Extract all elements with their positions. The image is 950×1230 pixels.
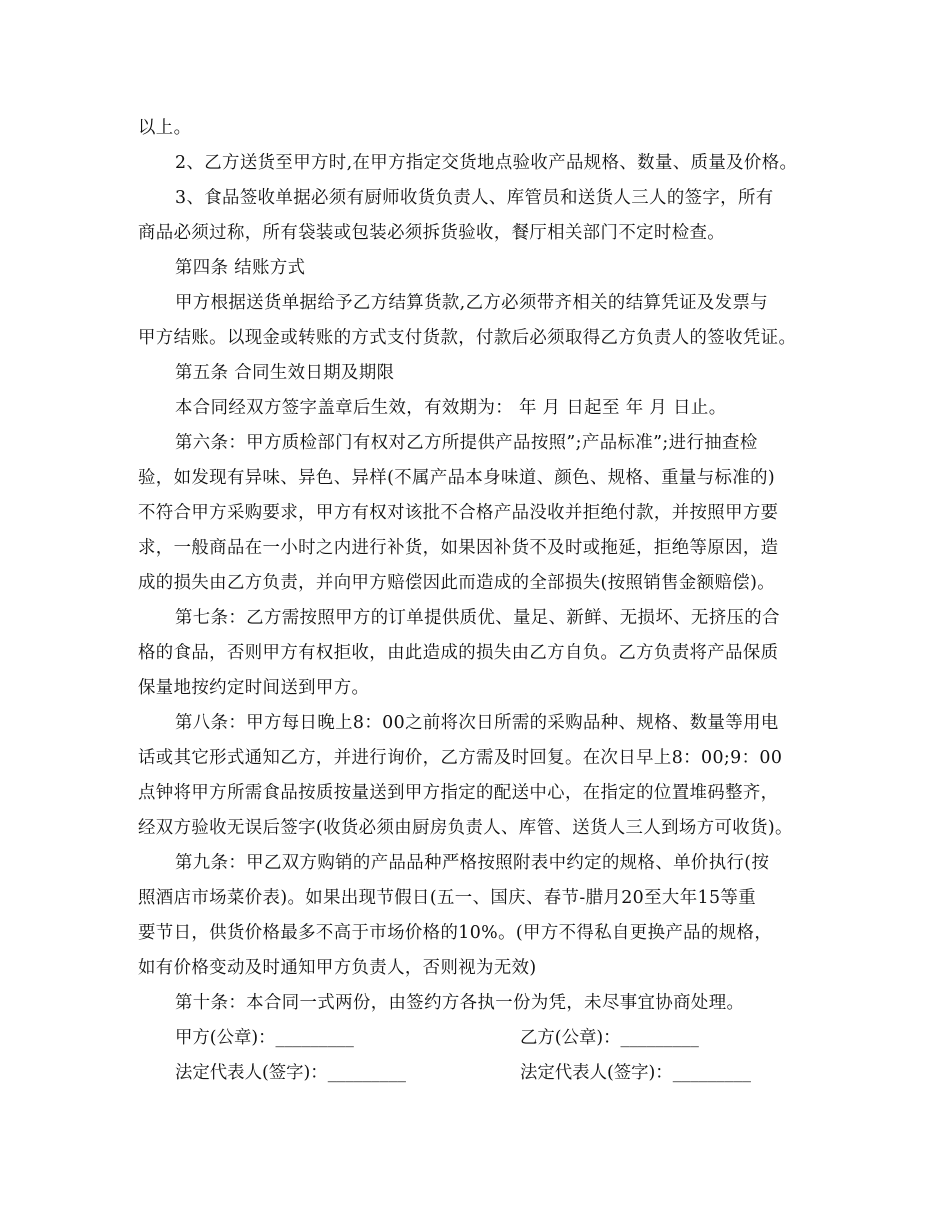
text-line: 话或其它形式通知乙方，并进行询价，乙方需及时回复。在次日早上8：00;9：00 <box>138 748 783 768</box>
party-a-representative-field: 法定代表人(签字)：_________ <box>175 1063 406 1083</box>
text-line: 第六条：甲方质检部门有权对乙方所提供产品按照”;产品标准”;进行抽查检 <box>175 433 758 453</box>
text-line: 第九条：甲乙双方购销的产品品种严格按照附表中约定的规格、单价执行(按 <box>175 853 770 873</box>
text-line: 本合同经双方签字盖章后生效，有效期为： 年 月 日起至 年 月 日止。 <box>175 398 727 418</box>
text-line: 经双方验收无误后签字(收货必须由厨房负责人、库管、送货人三人到场方可收货)。 <box>138 818 793 838</box>
text-line: 验，如发现有异味、异色、异样(不属产品本身味道、颜色、规格、重量与标准的) <box>138 468 776 488</box>
text-line: 第七条：乙方需按照甲方的订单提供质优、量足、新鲜、无损坏、无挤压的合 <box>175 608 780 628</box>
text-line: 不符合甲方采购要求，甲方有权对该批不合格产品没收并拒绝付款，并按照甲方要 <box>138 503 779 523</box>
text-line: 照酒店市场菜价表)。如果出现节假日(五一、国庆、春节-腊月20至大年15等重 <box>138 888 757 908</box>
section-heading: 第五条 合同生效日期及期限 <box>175 363 395 383</box>
text-line: 成的损失由乙方负责，并向甲方赔偿因此而造成的全部损失(按照销售金额赔偿)。 <box>138 573 776 593</box>
text-line: 2、乙方送货至甲方时,在甲方指定交货地点验收产品规格、数量、质量及价格。 <box>175 153 798 173</box>
text-line: 甲方结账。以现金或转账的方式支付货款，付款后必须取得乙方负责人的签收凭证。 <box>138 328 797 348</box>
text-line: 3、食品签收单据必须有厨师收货负责人、库管员和送货人三人的签字，所有 <box>175 188 774 208</box>
party-b-seal-field: 乙方(公章)：_________ <box>520 1028 699 1048</box>
section-heading: 第四条 结账方式 <box>175 258 306 278</box>
text-line: 第八条：甲方每日晚上8：00之前将次日所需的采购品种、规格、数量等用电 <box>175 713 779 733</box>
party-b-representative-field: 法定代表人(签字)：_________ <box>520 1063 751 1083</box>
text-line: 第十条：本合同一式两份，由签约方各执一份为凭，未尽事宜协商处理。 <box>175 993 745 1013</box>
party-a-seal-field: 甲方(公章)：_________ <box>175 1028 354 1048</box>
text-line: 商品必须过称，所有袋装或包装必须拆货验收，餐厅相关部门不定时检查。 <box>138 223 726 243</box>
text-line: 甲方根据送货单据给予乙方结算货款,乙方必须带齐相关的结算凭证及发票与 <box>175 293 769 313</box>
text-line: 格的食品，否则甲方有权拒收，由此造成的损失由乙方自负。乙方负责将产品保质 <box>138 643 779 663</box>
text-line: 点钟将甲方所需食品按质按量送到甲方指定的配送中心，在指定的位置堆码整齐， <box>138 783 779 803</box>
text-line: 保量地按约定时间送到甲方。 <box>138 678 370 698</box>
text-line: 如有价格变动及时通知甲方负责人，否则视为无效) <box>138 958 537 978</box>
text-line: 求，一般商品在一小时之内进行补货，如果因补货不及时或拖延，拒绝等原因，造 <box>138 538 779 558</box>
text-line: 以上。 <box>138 118 192 138</box>
text-line: 要节日，供货价格最多不高于市场价格的10%。(甲方不得私自更换产品的规格， <box>138 923 773 943</box>
